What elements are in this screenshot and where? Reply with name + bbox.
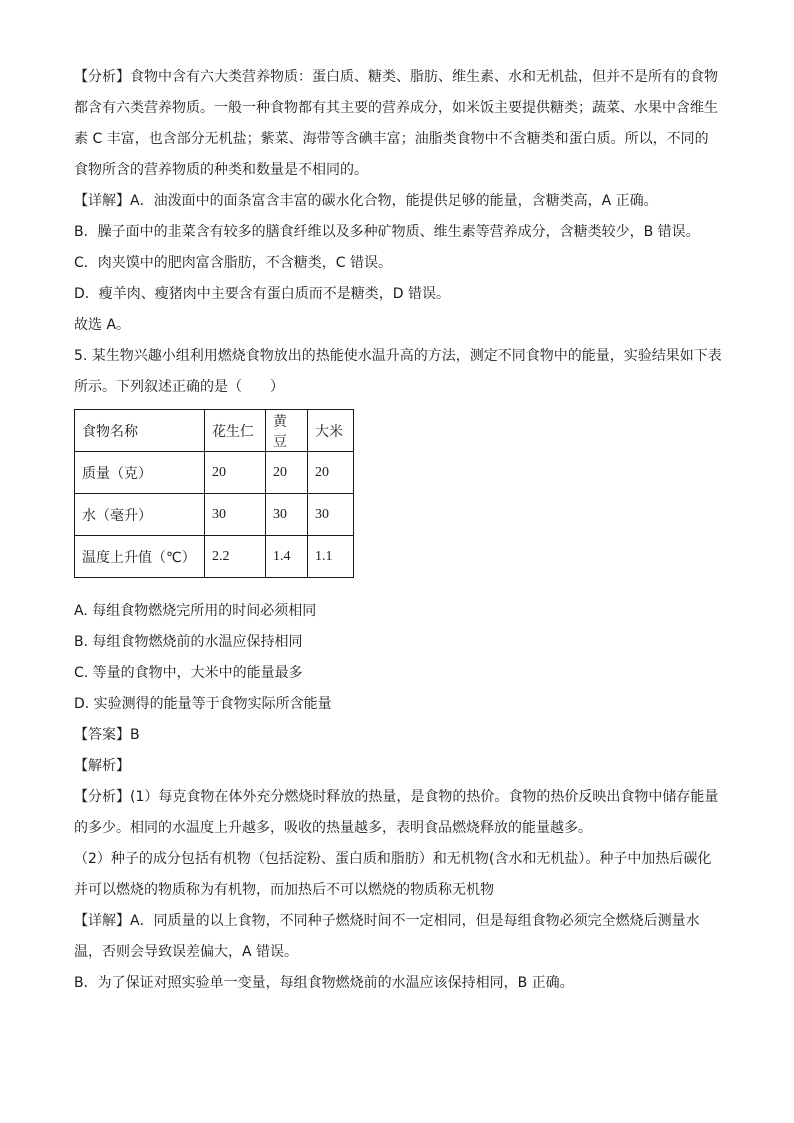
explanation-seed-composition: （2）种子的成分包括有机物（包括淀粉、蛋白质和脂肪）和无机物(含水和无机盐）。种子中加热后碳化并可以燃烧的物质称为有机物，而加热后不可以燃烧的物质称无机物: [74, 851, 712, 898]
option-a: A. 每组食物燃烧完所用的时间必须相同: [74, 603, 317, 619]
table-cell: 20: [308, 452, 354, 494]
table-cell: 1.4: [266, 536, 308, 578]
spacer: [74, 578, 722, 596]
detail-d: D．瘦羊肉、瘦猪肉中主要含有蛋白质而不是糖类，D 错误。: [74, 286, 451, 302]
document-page: [74, 62, 722, 999]
detail-b: B．臊子面中的韭菜含有较多的膳食纤维以及多种矿物质、维生素等营养成分，含糖类较少，B 错误。: [74, 224, 700, 240]
table-cell: 1.1: [308, 536, 354, 578]
table-cell: 30: [205, 494, 266, 536]
table-cell: 温度上升值（℃）: [75, 536, 205, 578]
option-b: B. 每组食物燃烧前的水温应保持相同: [74, 634, 303, 650]
table-cell: 20: [266, 452, 308, 494]
table-cell: 2.2: [205, 536, 266, 578]
table-row: [75, 494, 354, 536]
detail-a: 【详解】A．油泼面中的面条富含丰富的碳水化合物，能提供足够的能量，含糖类高，A 正确。: [74, 193, 658, 209]
explanation-heading: 【解析】: [74, 758, 130, 774]
analysis-paragraph: 【分析】食物中含有六大类营养物质：蛋白质、糖类、脂肪、维生素、水和无机盐，但并不是所有的食物都含有六类营养物质。一般一种食物都有其主要的营养成分，如米饭主要提供糖类；蔬菜、水果中含维生素 C 丰富，也含部分无机盐；紫菜、海带等含碘丰富；油脂类食物中不含糖类和蛋白质。所以，不同的食物所含的营养物质的种类和数量是不相同的。: [74, 69, 718, 178]
table-header-row: [75, 410, 354, 452]
table-cell: 质量（克）: [75, 452, 205, 494]
table-header-cell: 大米: [308, 410, 354, 452]
answer-line: 【答案】B: [74, 727, 140, 743]
explanation-detail-b: B．为了保证对照实验单一变量，每组食物燃烧前的水温应该保持相同，B 正确。: [74, 975, 574, 991]
detail-c: C．肉夹馍中的肥肉富含脂肪，不含糖类，C 错误。: [74, 255, 392, 271]
table-row: [75, 452, 354, 494]
table-cell: 20: [205, 452, 266, 494]
explanation-detail-a: 【详解】A．同质量的以上食物，不同种子燃烧时间不一定相同，但是每组食物必须完全燃烧后测量水温，否则会导致误差偏大，A 错误。: [74, 913, 700, 960]
table-header-cell: 黄豆: [266, 410, 308, 452]
results-table: [74, 409, 354, 578]
table-cell: 30: [266, 494, 308, 536]
option-d: D. 实验测得的能量等于食物实际所含能量: [74, 696, 332, 712]
option-c: C. 等量的食物中，大米中的能量最多: [74, 665, 303, 681]
table-cell: 30: [308, 494, 354, 536]
choice-conclusion: 故选 A。: [74, 317, 131, 333]
table-row: [75, 536, 354, 578]
question-stem: 5. 某生物兴趣小组利用燃烧食物放出的热能使水温升高的方法，测定不同食物中的能量，实验结果如下表所示。下列叙述正确的是（ ）: [74, 348, 722, 395]
table-header-cell: 食物名称: [75, 410, 205, 452]
explanation-analysis: 【分析】(1）每克食物在体外充分燃烧时释放的热量，是食物的热价。食物的热价反映出食物中储存能量的多少。相同的水温度上升越多，吸收的热量越多，表明食品燃烧释放的能量越多。: [74, 789, 719, 836]
table-header-cell: 花生仁: [205, 410, 266, 452]
table-cell: 水（毫升）: [75, 494, 205, 536]
